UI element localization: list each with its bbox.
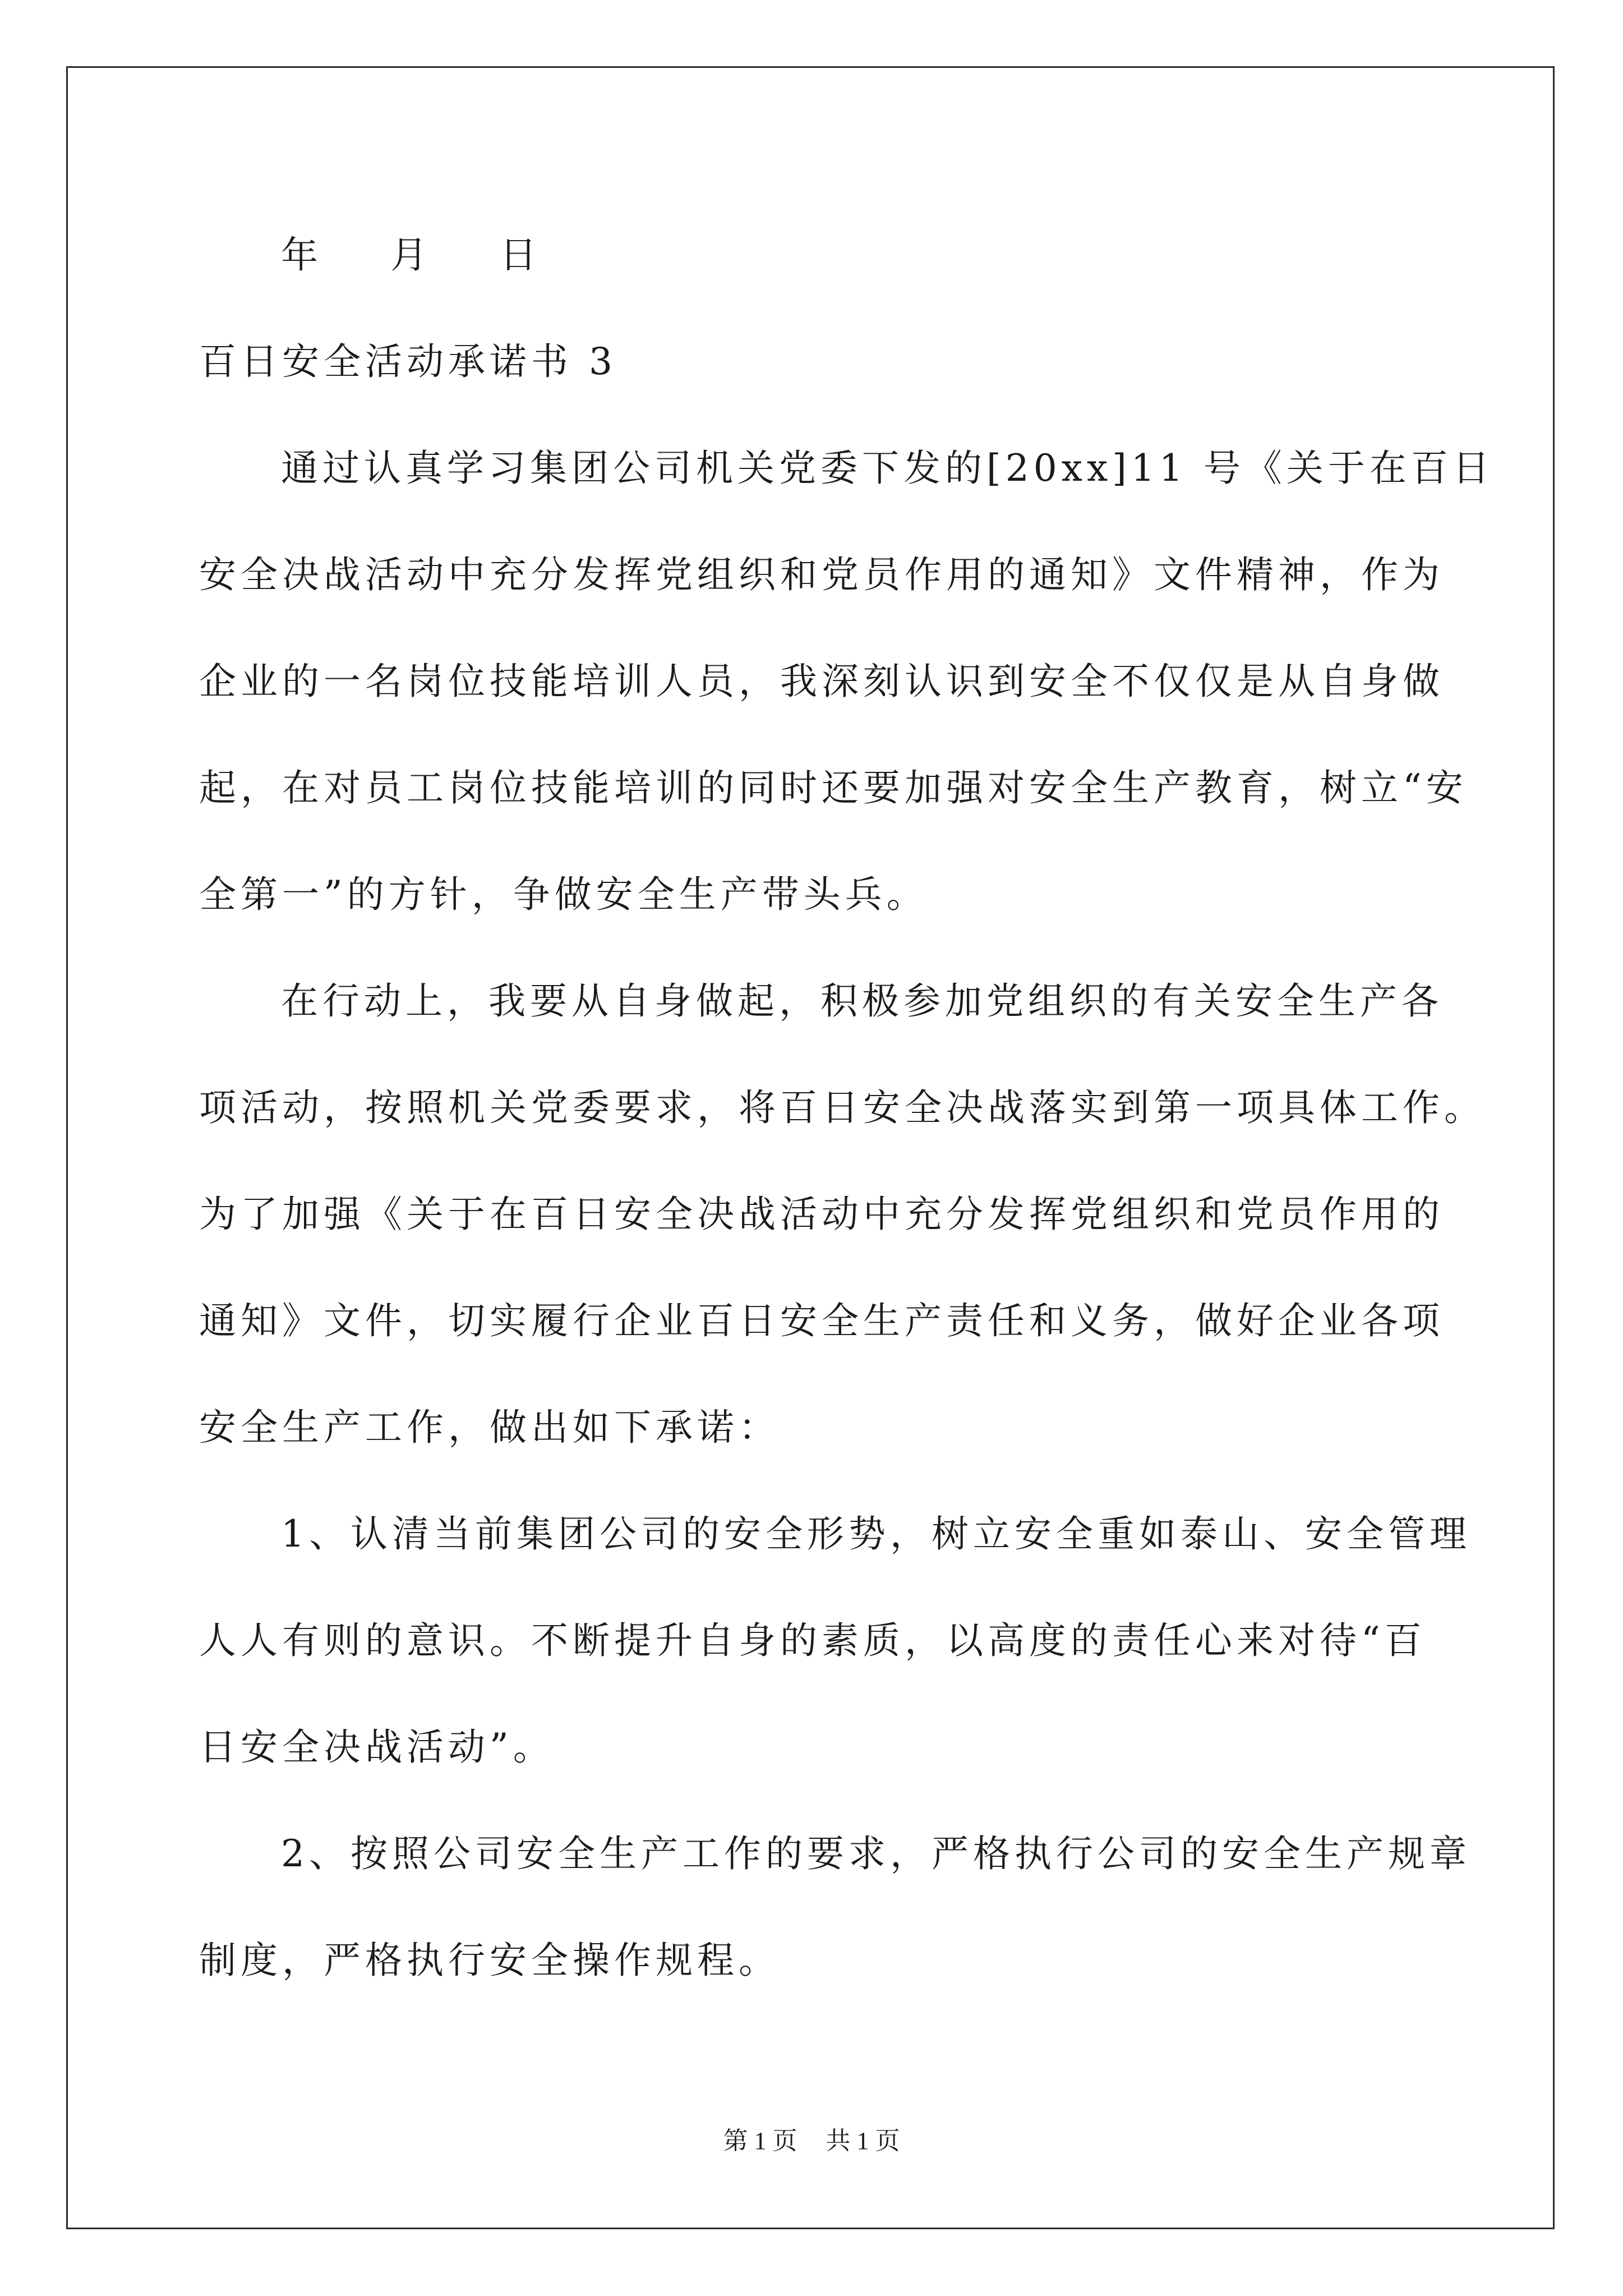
text-line: 日安全决战活动”。 [199,1726,555,1769]
date-year: 年 [281,233,322,277]
document-title: 百日安全活动承诺书 3 [199,340,617,383]
page-footer [0,2120,1623,2156]
text-line: 2、按照公司安全生产工作的要求，严格执行公司的安全生产规章 [281,1832,1471,1875]
text-line: 安全决战活动中充分发挥党组织和党员作用的通知》文件精神，作为 [199,553,1444,596]
text-line: 企业的一名岗位技能培训人员，我深刻认识到安全不仅仅是从自身做 [199,660,1444,703]
document-body [199,202,1494,2014]
text-line: 通知》文件，切实履行企业百日安全生产责任和义务，做好企业各项 [199,1299,1444,1342]
text-line: 安全生产工作，做出如下承诺： [199,1406,780,1449]
text-line: 人人有则的意识。不断提升自身的素质，以高度的责任心来对待“百 [199,1619,1426,1662]
paragraph-lines [199,415,1494,2014]
text-line: 通过认真学习集团公司机关党委下发的[20xx]11 号《关于在百日 [281,447,1494,490]
text-line: 制度，严格执行安全操作规程。 [199,1939,780,1982]
date-line [199,202,1438,309]
text-line: 项活动，按照机关党委要求，将百日安全决战落实到第一项具体工作。 [199,1086,1486,1129]
text-line: 起，在对员工岗位技能培训的同时还要加强对安全生产教育，树立“安 [199,766,1468,809]
text-line: 全第一”的方针，争做安全生产带头兵。 [199,873,928,916]
page-total: 共 1 页 [826,2127,900,2155]
date-month: 月 [390,233,432,277]
text-line: 在行动上，我要从自身做起，积极参加党组织的有关安全生产各 [281,979,1443,1023]
date-day: 日 [499,233,541,277]
page-number: 第 1 页 [723,2127,797,2155]
text-line: 为了加强《关于在百日安全决战活动中充分发挥党组织和党员作用的 [199,1193,1444,1236]
text-line: 1、认清当前集团公司的安全形势，树立安全重如泰山、安全管理 [281,1512,1471,1556]
